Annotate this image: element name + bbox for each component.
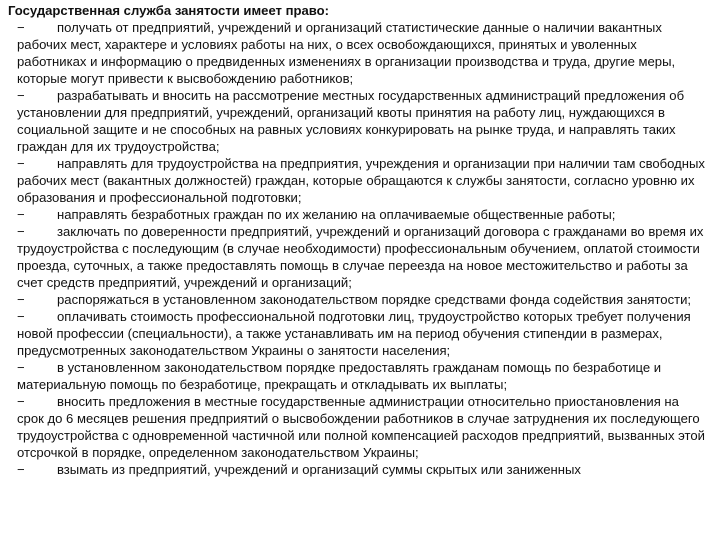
- list-item-text: распоряжаться в установленном законодательством порядке средствами фонда содействия занятости;: [57, 292, 692, 307]
- list-bullet: −: [17, 309, 25, 324]
- list-item-text: оплачивать стоимость профессиональной подготовки лиц, трудоустройство которых требует получения новой профессии (специальности), а также устанавливать им на период обучения стипендии в размерах, предусмотренных законодательством Украины о занятости населения;: [17, 309, 691, 358]
- list-item: [17, 87, 707, 155]
- list-item: [17, 359, 707, 393]
- list-bullet: −: [17, 224, 25, 239]
- list-bullet: −: [17, 360, 25, 375]
- list-item-text: вносить предложения в местные государственные администрации относительно приостановления на срок до 6 месяцев решения предприятий о высвобождении работников в случае затруднения их последующего трудоустройства с одновременной частичной или полной компенсацией расходов предприятий, вызванных этой отсрочкой в порядке, определенном законодательством Украины;: [17, 394, 705, 460]
- list-item: [17, 155, 707, 206]
- list-item-text: разрабатывать и вносить на рассмотрение местных государственных администраций предложения об установлении для предприятий, учреждений, организаций квоты принятия на работу лиц, нуждающихся в социальной защите и не способных на равных условиях конкурировать на рынке труда, и направлять таких граждан для их трудоустройства;: [17, 88, 685, 154]
- list-bullet: −: [17, 88, 25, 103]
- list-item: [17, 461, 707, 478]
- document-heading: Государственная служба занятости имеет право:: [8, 3, 330, 18]
- list-item: [17, 223, 707, 291]
- list-item: [17, 291, 707, 308]
- list-bullet: −: [17, 462, 25, 477]
- list-bullet: −: [17, 207, 25, 222]
- list-item: [17, 206, 707, 223]
- list-bullet: −: [17, 394, 25, 409]
- list-item-text: получать от предприятий, учреждений и организаций статистические данные о наличии вакантных рабочих мест, характере и условиях работы на них, о всех освобождающихся, принятых и уволенных работниках и информацию о предвиденных изменениях в организации производства и труда, другие меры, которые могут привести к высвобождению работников;: [17, 20, 676, 86]
- list-item-text: заключать по доверенности предприятий, учреждений и организаций договора с гражданами во время их трудоустройства с последующим (в случае необходимости) профессиональным обучением, оплатой стоимости проезда, суточных, а также предоставлять помощь в случае переезда на новое местожительство и работы за счет средств предприятий, учреждений и организаций;: [17, 224, 704, 290]
- list-item-text: взымать из предприятий, учреждений и организаций суммы скрытых или заниженных: [57, 462, 581, 477]
- list-bullet: −: [17, 20, 25, 35]
- list-item: [17, 393, 707, 461]
- list-bullet: −: [17, 156, 25, 171]
- list-item-text: направлять для трудоустройства на предприятия, учреждения и организации при наличии там свободных рабочих мест (вакантных должностей) граждан, которые обращаются к службы занятости, согласно уровню их образования и профессиональной подготовки;: [17, 156, 705, 205]
- rights-list: [17, 19, 720, 478]
- list-item: [17, 19, 707, 87]
- list-item-text: в установленном законодательством порядке предоставлять гражданам помощь по безработице и материальную помощь по безработице, прекращать и откладывать их выплаты;: [17, 360, 662, 392]
- list-item-text: направлять безработных граждан по их желанию на оплачиваемые общественные работы;: [57, 207, 616, 222]
- list-item: [17, 308, 707, 359]
- list-bullet: −: [17, 292, 25, 307]
